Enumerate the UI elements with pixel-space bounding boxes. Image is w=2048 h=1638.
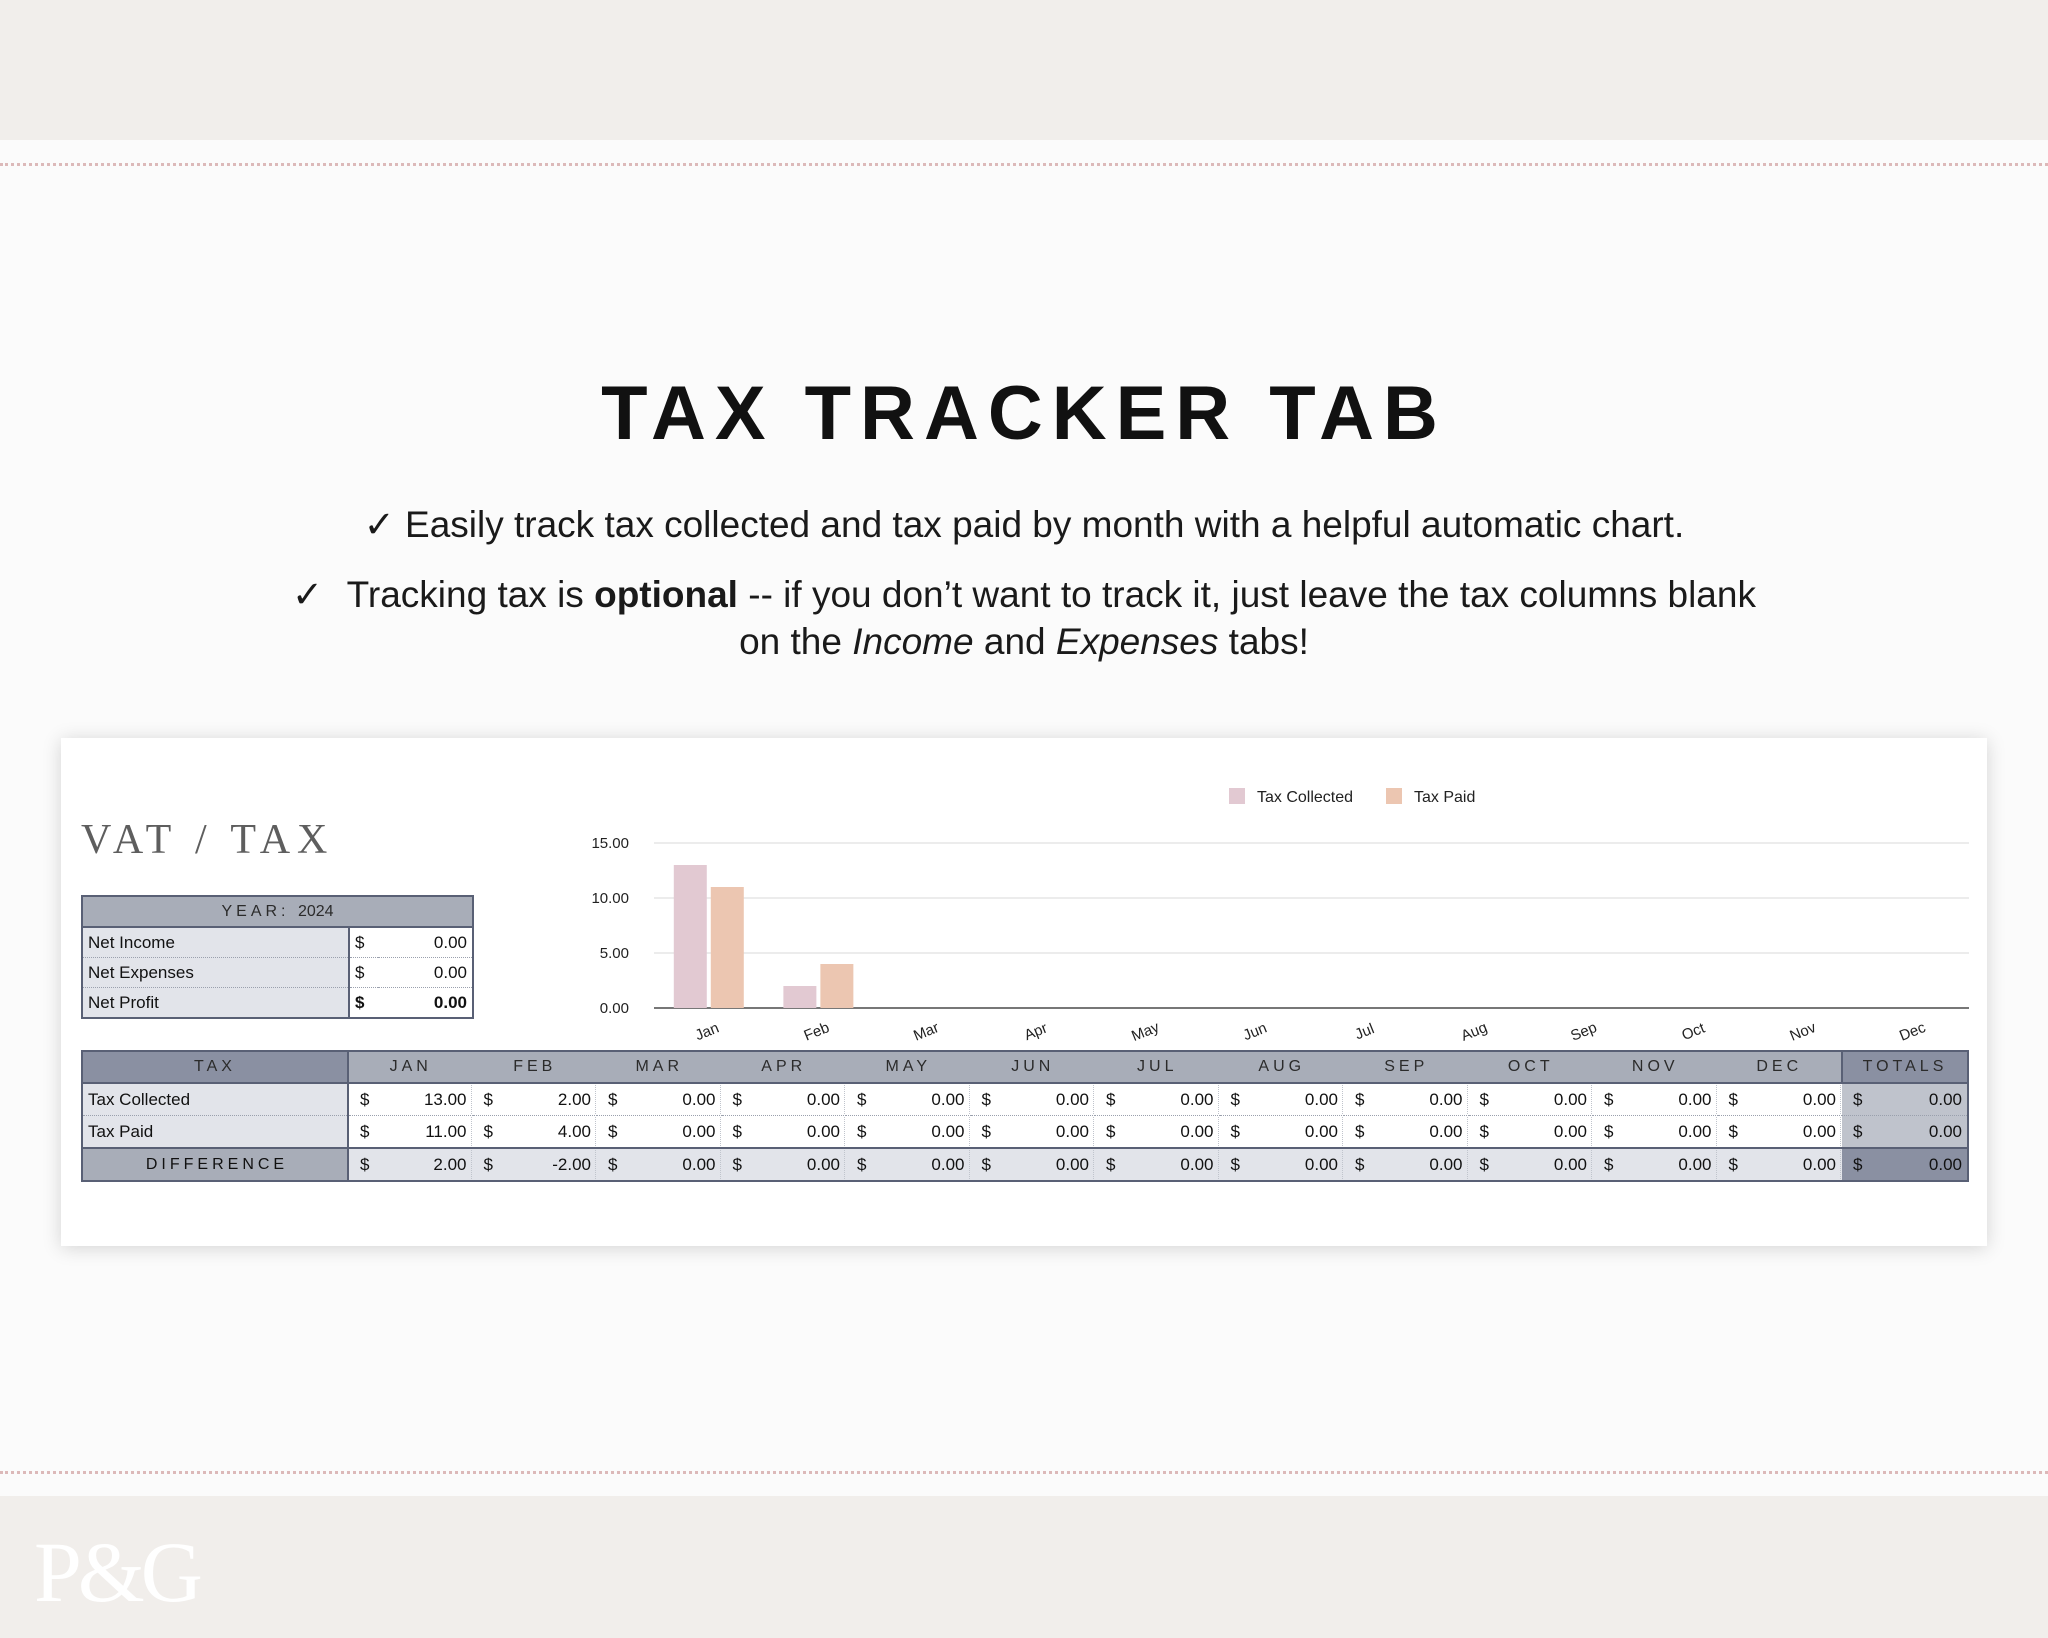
spreadsheet-screenshot — [61, 738, 1987, 1246]
currency-symbol: $ — [857, 1089, 867, 1109]
amount-value: 0.00 — [682, 1154, 716, 1174]
amount-cell[interactable] — [1593, 1148, 1718, 1181]
amount-cell[interactable] — [348, 1116, 473, 1149]
currency-symbol: $ — [1230, 1154, 1240, 1174]
currency-symbol: $ — [981, 1121, 991, 1141]
amount-value: 0.00 — [1678, 1154, 1712, 1174]
summary-value: 0.00 — [378, 958, 473, 988]
bar-tax-collected-jan — [674, 865, 707, 1008]
y-tick-label: 10.00 — [591, 890, 629, 907]
legend-label: Tax Collected — [1257, 789, 1354, 806]
bullet-3-mid: and — [973, 621, 1056, 662]
month-header-mar: MAR — [597, 1051, 722, 1083]
month-header-may: MAY — [846, 1051, 971, 1083]
amount-value: 0.00 — [1928, 1121, 1962, 1141]
x-tick-label: May — [1129, 1018, 1162, 1046]
expenses-tab-ref: Expenses — [1055, 621, 1219, 662]
row-label: Tax Paid — [82, 1116, 348, 1149]
amount-value: 13.00 — [423, 1089, 467, 1109]
amount-value: 0.00 — [1553, 1154, 1587, 1174]
amount-cell[interactable] — [1469, 1148, 1594, 1181]
summary-table — [81, 895, 474, 1019]
amount-cell[interactable] — [722, 1083, 847, 1116]
amount-value: 2.00 — [433, 1154, 467, 1174]
amount-cell[interactable] — [722, 1148, 847, 1181]
amount-cell[interactable] — [597, 1083, 722, 1116]
bullet-2-bold: optional — [594, 574, 738, 615]
amount-value: 0.00 — [1928, 1089, 1962, 1109]
tax-header: TAX — [82, 1051, 348, 1083]
amount-cell[interactable] — [1095, 1116, 1220, 1149]
amount-cell[interactable] — [1220, 1148, 1345, 1181]
x-tick-label: Apr — [1021, 1019, 1050, 1045]
tax-table — [81, 1050, 1969, 1182]
amount-cell[interactable] — [597, 1148, 722, 1181]
totals-header: TOTALS — [1842, 1051, 1968, 1083]
amount-cell[interactable] — [1718, 1116, 1843, 1149]
amount-value: 0.00 — [1553, 1121, 1587, 1141]
amount-cell[interactable] — [1842, 1148, 1968, 1181]
x-tick-label: Jun — [1240, 1019, 1270, 1045]
bar-tax-paid-jan — [711, 887, 744, 1008]
amount-value: 0.00 — [1553, 1089, 1587, 1109]
amount-cell[interactable] — [1095, 1083, 1220, 1116]
currency-symbol: $ — [483, 1089, 493, 1109]
amount-value: 0.00 — [931, 1121, 965, 1141]
legend-swatch — [1386, 788, 1402, 804]
summary-label: Net Expenses — [82, 958, 349, 988]
x-tick-label: Nov — [1787, 1018, 1819, 1045]
currency-symbol: $ — [349, 988, 378, 1019]
currency-symbol: $ — [1479, 1154, 1489, 1174]
amount-cell[interactable] — [1718, 1083, 1843, 1116]
currency-symbol: $ — [981, 1089, 991, 1109]
tax-row-difference — [82, 1148, 1968, 1181]
amount-cell[interactable] — [473, 1148, 598, 1181]
currency-symbol: $ — [360, 1121, 370, 1141]
month-header-jul: JUL — [1095, 1051, 1220, 1083]
amount-value: 0.00 — [931, 1154, 965, 1174]
amount-cell[interactable] — [1095, 1148, 1220, 1181]
amount-value: 0.00 — [1304, 1089, 1338, 1109]
amount-cell[interactable] — [1593, 1083, 1718, 1116]
currency-symbol: $ — [732, 1121, 742, 1141]
year-value: 2024 — [297, 902, 334, 920]
currency-symbol: $ — [483, 1121, 493, 1141]
bullet-3-post: tabs! — [1218, 621, 1309, 662]
summary-value: 0.00 — [378, 927, 473, 958]
year-label: YEAR: — [221, 902, 290, 920]
amount-cell[interactable] — [846, 1116, 971, 1149]
month-header-oct: OCT — [1469, 1051, 1594, 1083]
month-header-jan: JAN — [348, 1051, 473, 1083]
amount-value: 0.00 — [1180, 1154, 1214, 1174]
amount-cell[interactable] — [597, 1116, 722, 1149]
bar-tax-paid-feb — [820, 964, 853, 1008]
amount-cell[interactable] — [971, 1116, 1096, 1149]
amount-cell[interactable] — [1842, 1083, 1968, 1116]
currency-symbol: $ — [1230, 1089, 1240, 1109]
currency-symbol: $ — [360, 1089, 370, 1109]
top-band — [0, 0, 2048, 140]
amount-value: 0.00 — [1802, 1089, 1836, 1109]
currency-symbol: $ — [1853, 1154, 1863, 1174]
legend-label: Tax Paid — [1414, 789, 1476, 806]
legend-swatch — [1229, 788, 1245, 804]
brand-logo: P&G — [34, 1524, 199, 1620]
bullet-1-text: Easily track tax collected and tax paid by month with a helpful automatic chart. — [405, 504, 1685, 545]
amount-cell[interactable] — [846, 1083, 971, 1116]
amount-cell[interactable] — [473, 1116, 598, 1149]
amount-value: 0.00 — [1678, 1089, 1712, 1109]
currency-symbol: $ — [1106, 1154, 1116, 1174]
income-tab-ref: Income — [852, 621, 974, 662]
currency-symbol: $ — [1728, 1121, 1738, 1141]
row-label: DIFFERENCE — [82, 1148, 348, 1181]
amount-value: 0.00 — [1180, 1089, 1214, 1109]
bullet-3-text: on the — [739, 621, 853, 662]
summary-row-net-profit — [82, 988, 473, 1019]
tax-row-tax-paid — [82, 1116, 1968, 1149]
currency-symbol: $ — [1604, 1089, 1614, 1109]
currency-symbol: $ — [981, 1154, 991, 1174]
amount-cell[interactable] — [473, 1083, 598, 1116]
amount-cell[interactable] — [971, 1083, 1096, 1116]
amount-cell[interactable] — [1220, 1116, 1345, 1149]
currency-symbol: $ — [857, 1121, 867, 1141]
amount-value: 0.00 — [1429, 1089, 1463, 1109]
amount-cell[interactable] — [971, 1148, 1096, 1181]
amount-value: 0.00 — [1928, 1154, 1962, 1174]
month-header-nov: NOV — [1593, 1051, 1718, 1083]
currency-symbol: $ — [1106, 1121, 1116, 1141]
row-label: Tax Collected — [82, 1083, 348, 1116]
x-tick-label: Jul — [1352, 1020, 1377, 1044]
amount-value: 0.00 — [1055, 1121, 1089, 1141]
amount-cell[interactable] — [1718, 1148, 1843, 1181]
summary-row-net-income — [82, 927, 473, 958]
amount-value: 4.00 — [557, 1121, 591, 1141]
bottom-divider — [0, 1471, 2048, 1474]
tax-table-header — [82, 1051, 1968, 1083]
bullet-2-text: Tracking tax is — [346, 574, 595, 615]
amount-value: 0.00 — [806, 1089, 840, 1109]
bullet-1 — [0, 501, 2048, 549]
x-tick-label: Dec — [1896, 1018, 1929, 1045]
amount-cell[interactable] — [1220, 1083, 1345, 1116]
tax-bar-chart — [509, 768, 1969, 1046]
summary-label: Net Income — [82, 927, 349, 958]
month-header-feb: FEB — [473, 1051, 598, 1083]
y-tick-label: 15.00 — [591, 835, 629, 852]
amount-value: 0.00 — [1429, 1121, 1463, 1141]
x-tick-label: Oct — [1679, 1019, 1708, 1045]
month-header-jun: JUN — [971, 1051, 1096, 1083]
amount-value: 0.00 — [1802, 1154, 1836, 1174]
summary-row-net-expenses — [82, 958, 473, 988]
bullet-2-text-post: -- if you don’t want to track it, just leave the tax columns blank — [737, 574, 1756, 615]
amount-value: 0.00 — [682, 1121, 716, 1141]
amount-value: 0.00 — [1055, 1089, 1089, 1109]
bar-tax-collected-feb — [783, 986, 816, 1008]
currency-symbol: $ — [1479, 1121, 1489, 1141]
currency-symbol: $ — [1853, 1089, 1863, 1109]
tax-row-tax-collected — [82, 1083, 1968, 1116]
currency-symbol: $ — [349, 958, 378, 988]
currency-symbol: $ — [1355, 1121, 1365, 1141]
amount-value: 0.00 — [1180, 1121, 1214, 1141]
amount-value: 0.00 — [806, 1154, 840, 1174]
currency-symbol: $ — [857, 1154, 867, 1174]
amount-value: -2.00 — [552, 1154, 591, 1174]
amount-value: 0.00 — [1429, 1154, 1463, 1174]
x-tick-label: Mar — [911, 1019, 942, 1045]
currency-symbol: $ — [1355, 1089, 1365, 1109]
currency-symbol: $ — [608, 1154, 618, 1174]
amount-value: 0.00 — [1304, 1154, 1338, 1174]
month-header-apr: APR — [722, 1051, 847, 1083]
currency-symbol: $ — [360, 1154, 370, 1174]
amount-value: 0.00 — [931, 1089, 965, 1109]
x-tick-label: Jan — [692, 1019, 722, 1045]
amount-value: 0.00 — [682, 1089, 716, 1109]
currency-symbol: $ — [1355, 1154, 1365, 1174]
currency-symbol: $ — [349, 927, 378, 958]
bullet-2-line-2 — [0, 618, 2048, 666]
x-tick-label: Feb — [801, 1019, 832, 1045]
amount-cell[interactable] — [348, 1148, 473, 1181]
currency-symbol: $ — [483, 1154, 493, 1174]
currency-symbol: $ — [1230, 1121, 1240, 1141]
amount-value: 0.00 — [1304, 1121, 1338, 1141]
x-tick-label: Sep — [1568, 1018, 1600, 1045]
amount-value: 11.00 — [425, 1121, 467, 1141]
currency-symbol: $ — [1106, 1089, 1116, 1109]
amount-cell[interactable] — [1344, 1148, 1469, 1181]
page-title: TAX TRACKER TAB — [601, 371, 1447, 456]
currency-symbol: $ — [1853, 1121, 1863, 1141]
amount-cell[interactable] — [1344, 1116, 1469, 1149]
currency-symbol: $ — [1728, 1154, 1738, 1174]
x-tick-label: Aug — [1458, 1018, 1490, 1045]
currency-symbol: $ — [732, 1089, 742, 1109]
currency-symbol: $ — [608, 1089, 618, 1109]
amount-cell[interactable] — [348, 1083, 473, 1116]
amount-value: 0.00 — [1678, 1121, 1712, 1141]
currency-symbol: $ — [1728, 1089, 1738, 1109]
month-header-dec: DEC — [1718, 1051, 1843, 1083]
summary-label: Net Profit — [82, 988, 349, 1019]
amount-cell[interactable] — [1593, 1116, 1718, 1149]
currency-symbol: $ — [1604, 1154, 1614, 1174]
month-header-sep: SEP — [1344, 1051, 1469, 1083]
amount-value: 0.00 — [1055, 1154, 1089, 1174]
amount-cell[interactable] — [1469, 1083, 1594, 1116]
y-tick-label: 0.00 — [599, 1000, 629, 1017]
amount-value: 2.00 — [557, 1089, 591, 1109]
check-icon: ✓ — [363, 504, 395, 545]
y-tick-label: 5.00 — [599, 945, 629, 962]
amount-cell[interactable] — [722, 1116, 847, 1149]
top-divider — [0, 163, 2048, 166]
check-icon: ✓ — [292, 574, 324, 615]
amount-cell[interactable] — [846, 1148, 971, 1181]
month-header-aug: AUG — [1220, 1051, 1345, 1083]
amount-cell[interactable] — [1344, 1083, 1469, 1116]
summary-value: 0.00 — [378, 988, 473, 1019]
currency-symbol: $ — [1604, 1121, 1614, 1141]
amount-value: 0.00 — [806, 1121, 840, 1141]
amount-value: 0.00 — [1802, 1121, 1836, 1141]
bottom-band — [0, 1496, 2048, 1638]
currency-symbol: $ — [608, 1121, 618, 1141]
amount-cell[interactable] — [1469, 1116, 1594, 1149]
sheet-title: VAT / TAX — [81, 817, 335, 863]
currency-symbol: $ — [1479, 1089, 1489, 1109]
bullet-2 — [0, 571, 2048, 619]
year-cell[interactable] — [82, 896, 473, 927]
amount-cell[interactable] — [1842, 1116, 1968, 1149]
currency-symbol: $ — [732, 1154, 742, 1174]
